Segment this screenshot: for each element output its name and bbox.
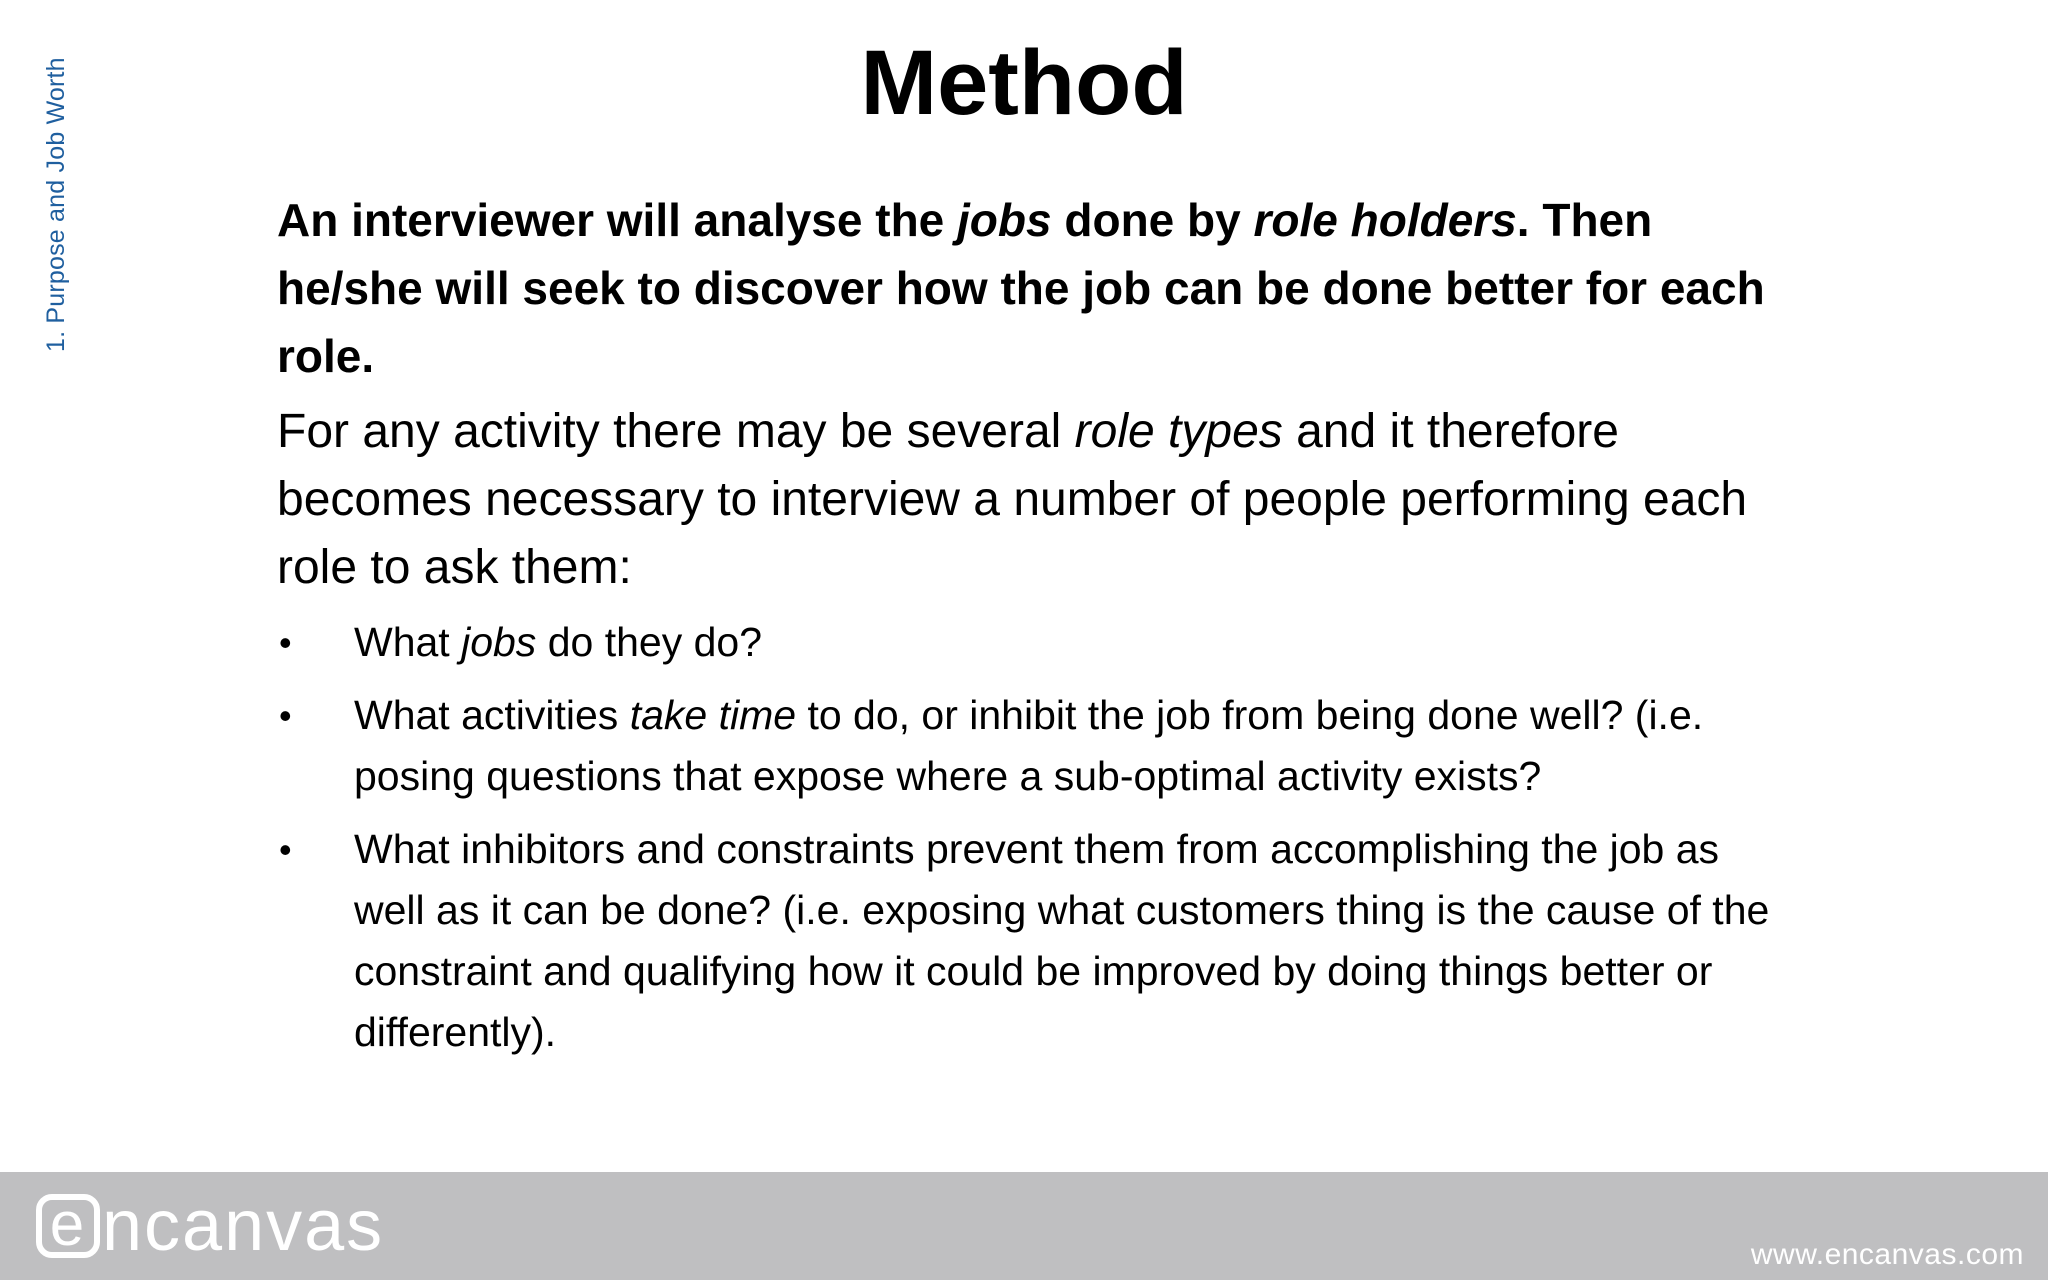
list-item-text: do they do?	[536, 619, 762, 665]
question-list	[277, 612, 1797, 1063]
list-item	[277, 612, 1797, 673]
list-item-text: What	[354, 619, 462, 665]
intro-text: An interviewer will analyse the	[277, 194, 958, 246]
intro-text: . Then he/she will seek to discover how the job can be done better for each role.	[277, 194, 1765, 382]
bullet-icon: •	[279, 829, 292, 870]
bullet-icon: •	[279, 622, 292, 663]
body-paragraph	[277, 398, 1797, 602]
logo-wordmark: ncanvas	[102, 1186, 385, 1266]
side-section-label: 1. Purpose and Job Worth	[42, 57, 70, 352]
list-item	[277, 685, 1797, 807]
list-item-emphasis: jobs	[461, 619, 537, 665]
intro-paragraph	[277, 186, 1797, 390]
intro-emphasis-jobs: jobs	[957, 194, 1052, 246]
list-item-text: What activities	[354, 692, 630, 738]
slide-content	[277, 186, 1797, 1075]
list-item-emphasis: take time	[629, 692, 797, 738]
footer-website: www.encanvas.com	[1750, 1238, 2024, 1271]
encanvas-logo	[36, 1184, 384, 1268]
slide-title: Method	[860, 32, 1188, 134]
list-item-text: to do, or inhibit the job from being done well? (i.e. posing questions that expose where a sub-optimal activity exists?	[354, 692, 1704, 799]
list-item	[277, 819, 1797, 1063]
para-text: and it therefore becomes necessary to interview a number of people performing each role to ask them:	[277, 405, 1748, 594]
para-emphasis-role-types: role types	[1074, 405, 1283, 458]
logo-e-mark: e	[36, 1194, 100, 1258]
para-text: For any activity there may be several	[277, 405, 1075, 458]
intro-emphasis-role-holders: role holders	[1253, 194, 1517, 246]
intro-text: done by	[1051, 194, 1254, 246]
list-item-text: What inhibitors and constraints prevent them from accomplishing the job as well as it can be done? (i.e. exposing what customers thing is the cause of the constraint and qualifying how it could be improved by doing things better or differently).	[354, 826, 1770, 1055]
bullet-icon: •	[279, 695, 292, 736]
